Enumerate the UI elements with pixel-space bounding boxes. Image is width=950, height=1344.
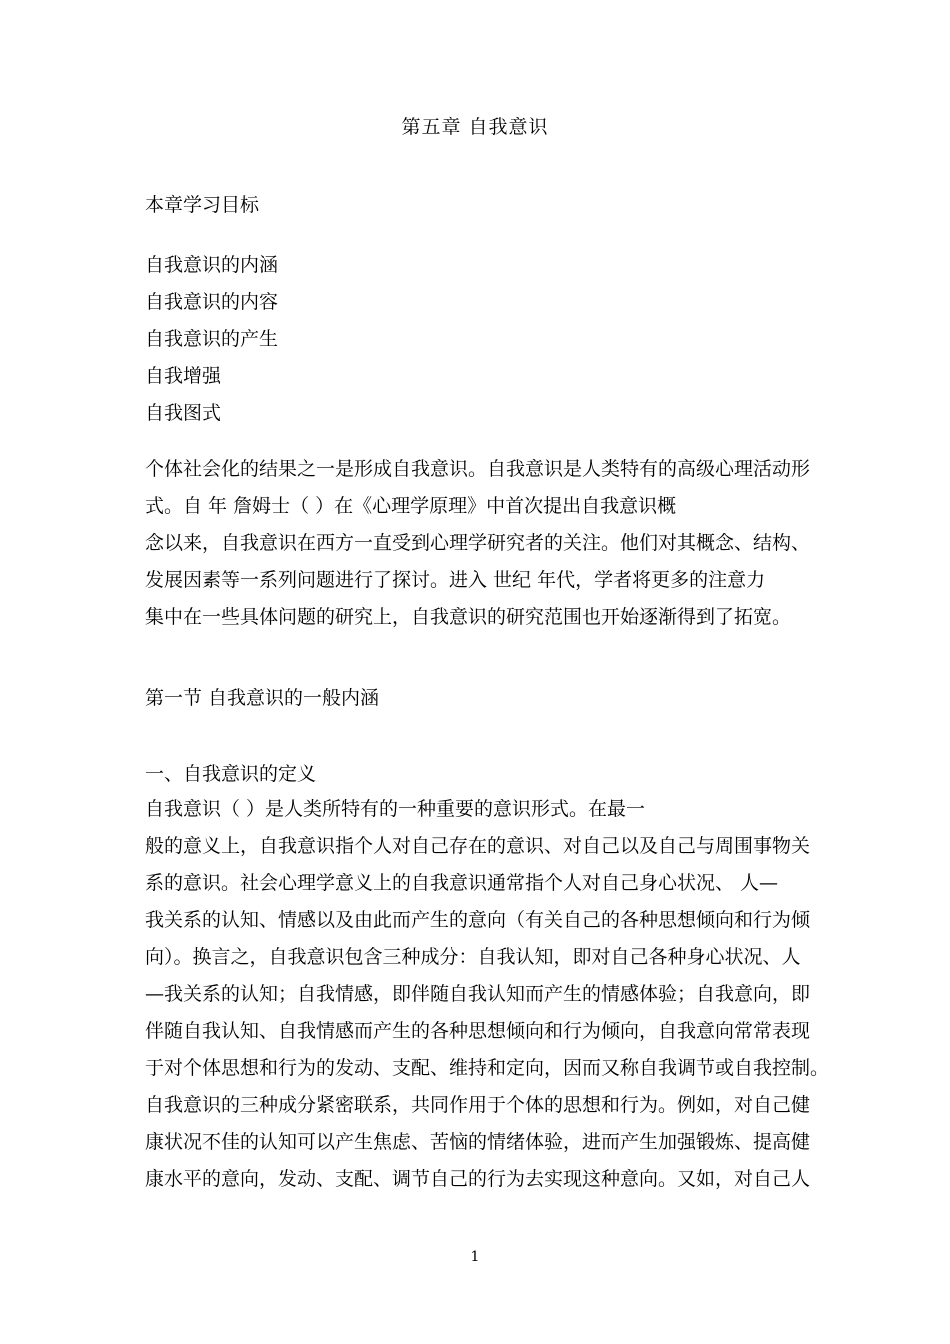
intro-paragraph: [145, 451, 811, 636]
paragraph-line: 康水平的意向，发动、支配、调节自己的行为去实现这种意向。又如，对自己人: [145, 1168, 811, 1190]
paragraph-line: 向）。换言之，自我意识包含三种成分：自我认知，即对自己各种身心状况、人: [145, 946, 801, 968]
paragraph-line: 我关系的认知、情感以及由此而产生的意向（有关自己的各种思想倾向和行为倾: [145, 909, 811, 931]
paragraph-line: 式。自 年 詹姆士（ ）在《心理学原理》中首次提出自我意识概: [145, 495, 677, 517]
paragraph-line: —我关系的认知；自我情感，即伴随自我认知而产生的情感体验；自我意向，即: [145, 983, 811, 1005]
objective-item: 自我意识的产生: [145, 328, 279, 350]
paragraph-line: 发展因素等一系列问题进行了探讨。进入 世纪 年代，学者将更多的注意力: [145, 569, 766, 591]
objective-item: 自我意识的内容: [145, 291, 279, 313]
paragraph-line: 康状况不佳的认知可以产生焦虑、苦恼的情绪体验，进而产生加强锻炼、提高健: [145, 1131, 811, 1153]
paragraph-line: 个体社会化的结果之一是形成自我意识。自我意识是人类特有的高级心理活动形: [145, 458, 811, 480]
objective-item: 自我增强: [145, 365, 222, 387]
objective-item: 自我意识的内涵: [145, 254, 279, 276]
paragraph-line: 般的意义上，自我意识指个人对自己存在的意识、对自己以及自己与周围事物关: [145, 835, 811, 857]
objectives-heading: 本章学习目标: [145, 194, 260, 216]
paragraph-line: 系的意识。社会心理学意义上的自我意识通常指个人对自己身心状况、 人—: [145, 872, 779, 894]
objective-item: 自我图式: [145, 402, 222, 424]
section-heading: 第一节 自我意识的一般内涵: [145, 687, 380, 709]
paragraph-line: 集中在一些具体问题的研究上，自我意识的研究范围也开始逐渐得到了拓宽。: [145, 606, 792, 628]
definition-paragraph: [145, 791, 830, 1198]
paragraph-line: 于对个体思想和行为的发动、支配、维持和定向，因而又称自我调节或自我控制。: [145, 1057, 830, 1079]
paragraph-line: 自我意识（ ）是人类所特有的一种重要的意识形式。在最一: [145, 798, 646, 820]
paragraph-line: 自我意识的三种成分紧密联系，共同作用于个体的思想和行为。例如，对自己健: [145, 1094, 811, 1116]
page-number: 1: [470, 1249, 480, 1265]
paragraph-line: 伴随自我认知、自我情感而产生的各种思想倾向和行为倾向，自我意向常常表现: [145, 1020, 811, 1042]
chapter-title: 第五章 自我意识: [401, 116, 549, 138]
paragraph-line: 念以来，自我意识在西方一直受到心理学研究者的关注。他们对其概念、结构、: [145, 532, 811, 554]
subsection-heading: 一、自我意识的定义: [145, 763, 317, 785]
